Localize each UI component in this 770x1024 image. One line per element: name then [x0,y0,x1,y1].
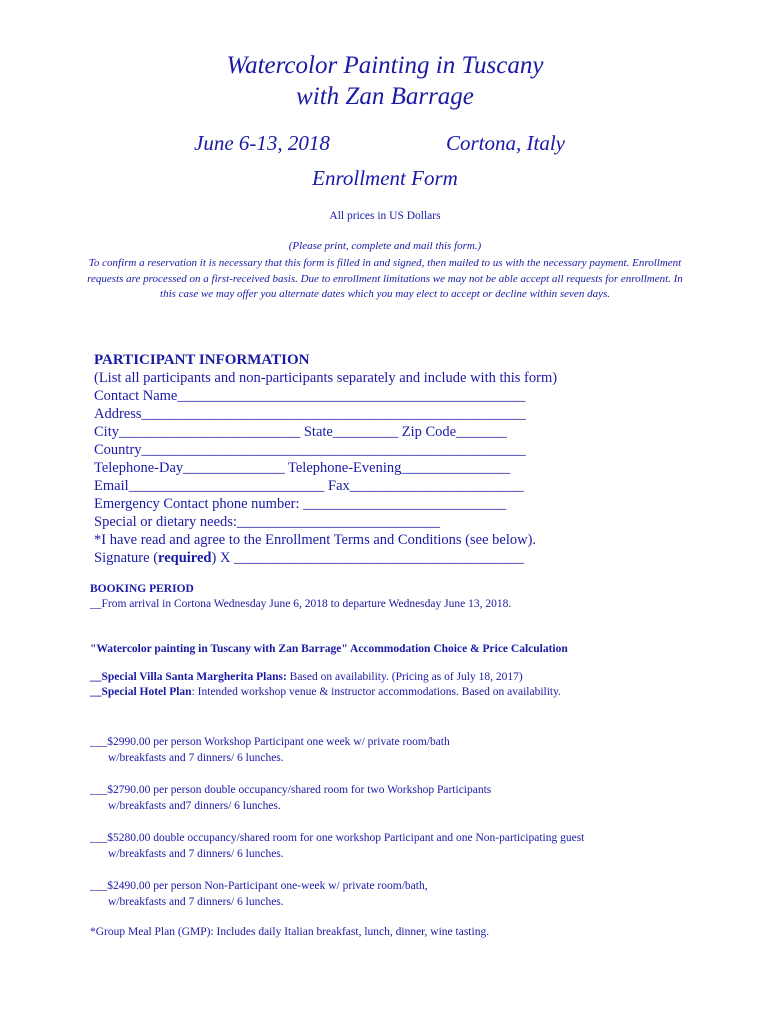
dietary-needs-field[interactable]: Special or dietary needs:____________________________ [94,514,440,530]
participant-heading: PARTICIPANT INFORMATION [94,352,310,368]
booking-heading: BOOKING PERIOD [90,583,194,595]
email-fax-field[interactable]: Email___________________________ Fax________________________ [94,478,524,494]
form-title: Enrollment Form [312,166,458,190]
signature-label: Signature ( [94,550,159,566]
villa-plan-label: __Special Villa Santa Margherita Plans: [90,671,287,683]
booking-period[interactable]: __From arrival in Cortona Wednesday June 6, 2018 to departure Wednesday June 13, 2018. [90,598,512,610]
price-option-2[interactable] [90,782,690,814]
price-option-3-line2: w/breakfasts and 7 dinners/ 6 lunches. [108,848,284,860]
title-line-2: with Zan Barrage [296,83,474,110]
meal-plan-note: *Group Meal Plan (GMP): Includes daily Italian breakfast, lunch, dinner, wine tasting. [90,926,490,938]
country-field[interactable]: Country_____________________________________________________ [94,442,526,458]
price-option-4-line1: ___$2490.00 per person Non-Participant one-week w/ private room/bath, [90,880,428,892]
price-option-4-line2: w/breakfasts and 7 dinners/ 6 lunches. [108,896,284,908]
price-option-1-line2: w/breakfasts and 7 dinners/ 6 lunches. [108,752,284,764]
hotel-plan-option[interactable] [90,686,561,698]
villa-plan-text: Based on availability. (Pricing as of July 18, 2017) [286,671,523,683]
price-option-4[interactable] [90,878,690,910]
hotel-plan-label: __Special Hotel Plan [90,686,192,698]
hotel-plan-text: : Intended workshop venue & instructor accommodations. Based on availability. [191,686,561,698]
workshop-location: Cortona, Italy [446,131,565,155]
price-option-3-line1: ___$5280.00 double occupancy/shared room for one workshop Participant and one Non-participating guest [90,832,585,844]
price-option-3[interactable] [90,830,690,862]
city-state-zip-field[interactable]: City_________________________ State_________ Zip Code_______ [94,424,507,440]
address-field[interactable]: Address_____________________________________________________ [94,406,526,422]
emergency-contact-field[interactable]: Emergency Contact phone number: ____________________________ [94,496,507,512]
instructions-paragraph: To confirm a reservation it is necessary that this form is filled in and signed, then mailed to us with the necessary payment. Enrollment requests are processed on a first-received basis. Due to enrollment limitations we may not be able accept all requests for enrollment. In this case we may offer you alternate dates which you may elect to accept or decline within seven days. [87,257,683,301]
signature-required: required [158,550,212,566]
price-option-1[interactable] [90,734,690,766]
participant-subheading: (List all participants and non-participants separately and include with this form) [94,370,558,386]
title-line-1: Watercolor Painting in Tuscany [226,52,544,79]
signature-line: ) X ________________________________________ [211,550,525,566]
workshop-dates: June 6-13, 2018 [194,131,330,155]
price-option-2-line1: ___$2790.00 per person double occupancy/shared room for two Workshop Participants [90,784,492,796]
price-option-1-line1: ___$2990.00 per person Workshop Participant one week w/ private room/bath [90,736,450,748]
contact-name-field[interactable]: Contact Name________________________________________________ [94,388,526,404]
villa-plan-option[interactable] [90,671,523,683]
signature-field[interactable] [94,550,524,567]
price-option-2-line2: w/breakfasts and7 dinners/ 6 lunches. [108,800,281,812]
agree-terms-text: *I have read and agree to the Enrollment Terms and Conditions (see below). [94,532,537,548]
telephone-field[interactable]: Telephone-Day______________ Telephone-Evening_______________ [94,460,511,476]
prices-note: All prices in US Dollars [329,210,441,222]
accommodation-heading: "Watercolor painting in Tuscany with Zan Barrage" Accommodation Choice & Price Calculation [90,643,568,655]
print-note: (Please print, complete and mail this form.) [288,240,482,252]
